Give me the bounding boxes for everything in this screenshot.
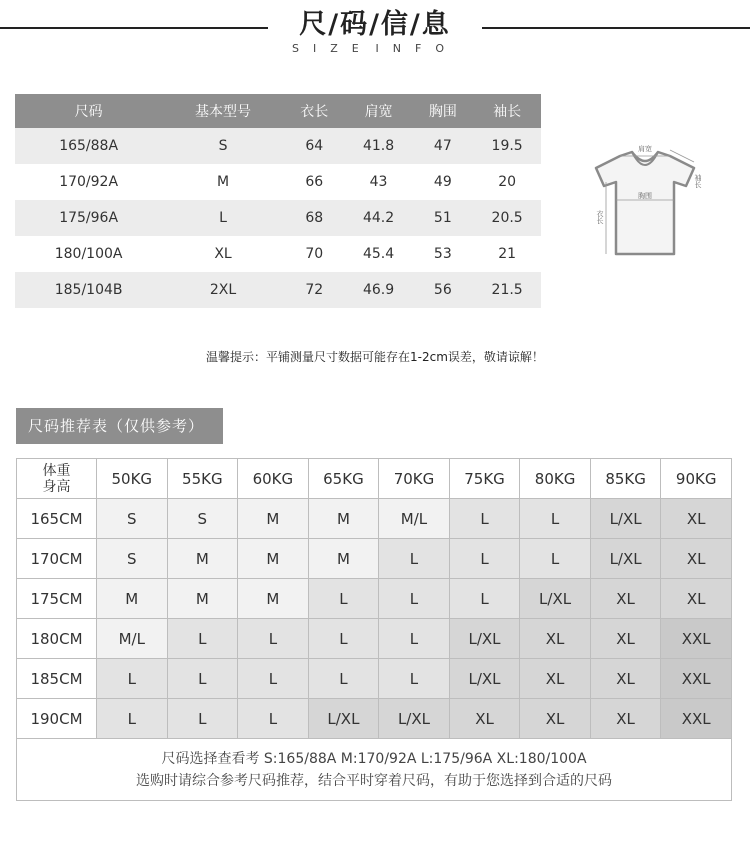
- size-cell: 41.8: [345, 128, 413, 164]
- recommend-cell: L: [449, 499, 520, 539]
- recommend-cell: L: [308, 659, 379, 699]
- header-rule-right: [482, 27, 750, 29]
- size-cell: 56: [412, 272, 473, 308]
- size-cell: 53: [412, 236, 473, 272]
- size-cell: L: [162, 200, 284, 236]
- recommend-cell: L: [308, 579, 379, 619]
- size-cell: 43: [345, 164, 413, 200]
- recommend-cell: L: [449, 539, 520, 579]
- recommend-cell: M: [167, 579, 238, 619]
- recommend-cell: XL: [520, 699, 591, 739]
- height-label: 175CM: [17, 579, 97, 619]
- recommend-cell: L: [520, 499, 591, 539]
- size-cell: 20.5: [473, 200, 541, 236]
- size-cell: 44.2: [345, 200, 413, 236]
- recommend-note-row: [17, 739, 732, 801]
- weight-header: 65KG: [308, 459, 379, 499]
- recommend-cell: M: [238, 499, 309, 539]
- recommend-cell: L: [379, 619, 450, 659]
- height-label: 185CM: [17, 659, 97, 699]
- size-cell: 180/100A: [15, 236, 162, 272]
- recommend-table: [16, 458, 732, 801]
- recommend-cell: L/XL: [590, 499, 661, 539]
- size-cell: 45.4: [345, 236, 413, 272]
- weight-header: 80KG: [520, 459, 591, 499]
- size-cell: 49: [412, 164, 473, 200]
- size-cell: 21: [473, 236, 541, 272]
- subtitle-size: SIZE: [292, 42, 373, 55]
- size-table: [15, 94, 541, 308]
- note-line-2: 选购时请综合参考尺码推荐，结合平时穿着尺码，有助于您选择到合适的尺码: [136, 772, 612, 789]
- recommend-row: [17, 699, 732, 739]
- recommend-cell: L: [379, 539, 450, 579]
- recommend-note: [17, 739, 732, 801]
- size-row: [15, 200, 541, 236]
- recommend-cell: L: [238, 699, 309, 739]
- recommend-cell: XL: [590, 579, 661, 619]
- height-label: 170CM: [17, 539, 97, 579]
- recommend-cell: XL: [590, 619, 661, 659]
- recommend-cell: L: [97, 659, 168, 699]
- recommend-cell: XXL: [661, 659, 732, 699]
- size-cell: XL: [162, 236, 284, 272]
- height-label: 180CM: [17, 619, 97, 659]
- recommend-cell: S: [97, 539, 168, 579]
- size-cell: M: [162, 164, 284, 200]
- size-cell: 185/104B: [15, 272, 162, 308]
- recommend-cell: S: [97, 499, 168, 539]
- measurement-tip: 温馨提示：平铺测量尺寸数据可能存在1-2cm误差，敬请谅解！: [206, 350, 544, 364]
- weight-header: 55KG: [167, 459, 238, 499]
- weight-header: 90KG: [661, 459, 732, 499]
- recommend-cell: XL: [661, 499, 732, 539]
- size-row: [15, 236, 541, 272]
- weight-header: 70KG: [379, 459, 450, 499]
- size-cell: 47: [412, 128, 473, 164]
- recommend-cell: L/XL: [449, 619, 520, 659]
- col-size: 尺码: [15, 94, 162, 128]
- size-cell: 19.5: [473, 128, 541, 164]
- page-title: 尺/码/信/息: [299, 9, 451, 40]
- page-subtitle: [268, 42, 482, 55]
- corner-height: 身高: [42, 478, 71, 495]
- recommend-header-row: [17, 459, 732, 499]
- recommend-cell: XL: [661, 539, 732, 579]
- size-cell: 70: [284, 236, 345, 272]
- recommend-label: 尺码推荐表（仅供参考）: [16, 408, 223, 444]
- size-cell: 66: [284, 164, 345, 200]
- size-cell: 72: [284, 272, 345, 308]
- weight-header: 50KG: [97, 459, 168, 499]
- size-cell: S: [162, 128, 284, 164]
- diagram-chest-label: 胸围: [638, 192, 652, 200]
- size-row: [15, 164, 541, 200]
- weight-header: 75KG: [449, 459, 520, 499]
- recommend-cell: XL: [661, 579, 732, 619]
- recommend-cell: M: [238, 539, 309, 579]
- recommend-cell: L: [238, 619, 309, 659]
- col-chest: 胸围: [412, 94, 473, 128]
- size-cell: 64: [284, 128, 345, 164]
- recommend-row: [17, 539, 732, 579]
- recommend-cell: XL: [520, 659, 591, 699]
- recommend-cell: L/XL: [590, 539, 661, 579]
- recommend-cell: XL: [520, 619, 591, 659]
- recommend-cell: XL: [449, 699, 520, 739]
- corner-cell: [17, 459, 97, 499]
- recommend-cell: L: [97, 699, 168, 739]
- recommend-row: [17, 579, 732, 619]
- size-row: [15, 272, 541, 308]
- recommend-row: [17, 619, 732, 659]
- recommend-cell: XXL: [661, 619, 732, 659]
- recommend-cell: M: [97, 579, 168, 619]
- weight-header: 85KG: [590, 459, 661, 499]
- diagram-sleeve-label: 袖长: [694, 174, 702, 188]
- recommend-cell: M: [167, 539, 238, 579]
- recommend-cell: L: [379, 579, 450, 619]
- note-line-1: 尺码选择查看考 S:165/88A M:170/92A L:175/96A XL:180/100A: [161, 750, 587, 767]
- recommend-cell: L: [379, 659, 450, 699]
- recommend-cell: XL: [590, 699, 661, 739]
- recommend-cell: S: [167, 499, 238, 539]
- col-shoulder: 肩宽: [345, 94, 413, 128]
- size-cell: 20: [473, 164, 541, 200]
- size-table-header: [15, 94, 541, 128]
- size-cell: 2XL: [162, 272, 284, 308]
- header-rule-left: [0, 27, 268, 29]
- tshirt-diagram-icon: [580, 138, 710, 268]
- recommend-cell: L: [238, 659, 309, 699]
- recommend-row: [17, 499, 732, 539]
- recommend-cell: M/L: [97, 619, 168, 659]
- recommend-cell: XXL: [661, 699, 732, 739]
- size-cell: 165/88A: [15, 128, 162, 164]
- col-sleeve: 袖长: [473, 94, 541, 128]
- diagram-shoulder-label: 肩宽: [638, 145, 652, 153]
- size-cell: 46.9: [345, 272, 413, 308]
- size-cell: 21.5: [473, 272, 541, 308]
- recommend-cell: M/L: [379, 499, 450, 539]
- recommend-cell: L: [308, 619, 379, 659]
- recommend-cell: L/XL: [308, 699, 379, 739]
- recommend-cell: L/XL: [449, 659, 520, 699]
- size-cell: 175/96A: [15, 200, 162, 236]
- recommend-cell: L: [167, 619, 238, 659]
- size-row: [15, 128, 541, 164]
- recommend-cell: L/XL: [379, 699, 450, 739]
- recommend-cell: L/XL: [520, 579, 591, 619]
- recommend-cell: M: [308, 499, 379, 539]
- subtitle-info: INFO: [375, 42, 458, 55]
- recommend-cell: XL: [590, 659, 661, 699]
- recommend-cell: L: [449, 579, 520, 619]
- height-label: 190CM: [17, 699, 97, 739]
- height-label: 165CM: [17, 499, 97, 539]
- diagram-length-label: 衣长: [596, 210, 604, 224]
- recommend-cell: L: [167, 699, 238, 739]
- recommend-row: [17, 659, 732, 699]
- size-cell: 68: [284, 200, 345, 236]
- corner-weight: 体重: [42, 462, 71, 479]
- recommend-cell: L: [520, 539, 591, 579]
- weight-header: 60KG: [238, 459, 309, 499]
- recommend-cell: L: [167, 659, 238, 699]
- col-model: 基本型号: [162, 94, 284, 128]
- col-length: 衣长: [284, 94, 345, 128]
- size-cell: 170/92A: [15, 164, 162, 200]
- recommend-cell: M: [238, 579, 309, 619]
- size-cell: 51: [412, 200, 473, 236]
- recommend-cell: M: [308, 539, 379, 579]
